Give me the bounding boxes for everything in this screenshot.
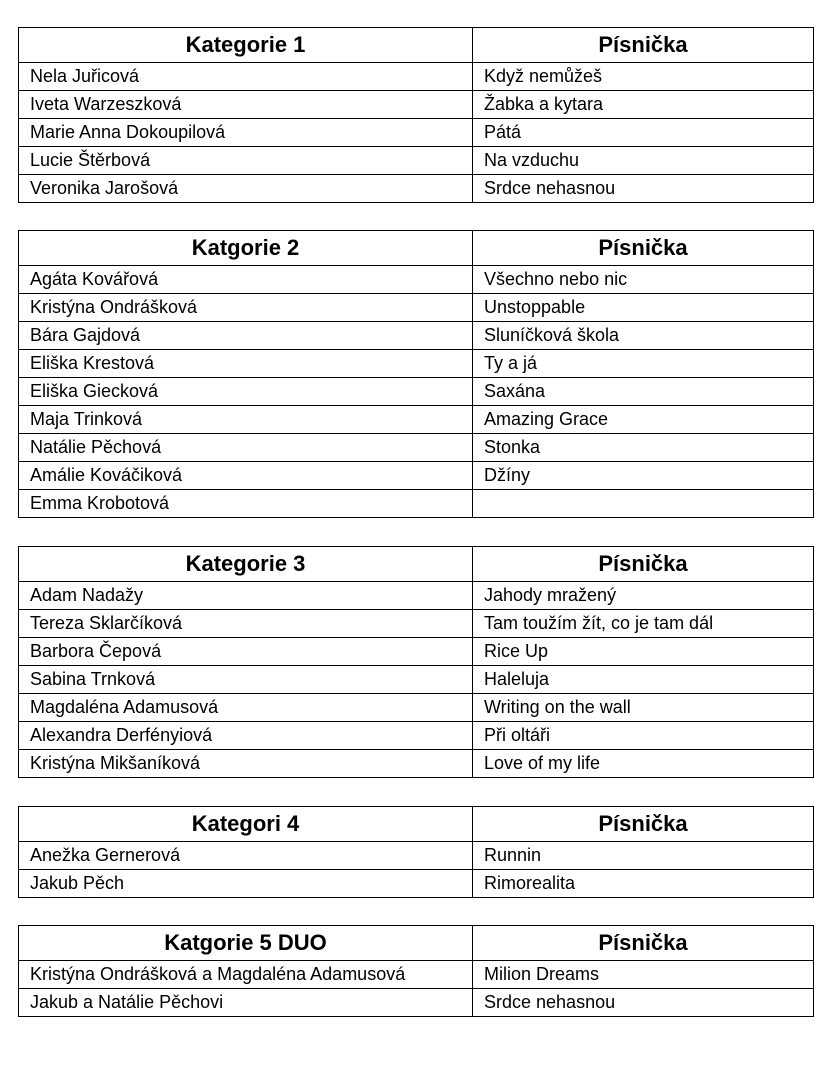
song-title: Všechno nebo nic: [473, 266, 814, 294]
song-title: Sluníčková škola: [473, 322, 814, 350]
song-column-header: Písnička: [473, 926, 814, 961]
song-column-header: Písnička: [473, 547, 814, 582]
table-row: [19, 961, 814, 989]
table-header-row: [19, 231, 814, 266]
category-title: Kategorie 3: [19, 547, 473, 582]
performer-name: Barbora Čepová: [19, 638, 473, 666]
table-row: [19, 322, 814, 350]
song-title: Srdce nehasnou: [473, 989, 814, 1017]
song-title: Džíny: [473, 462, 814, 490]
performer-name: Lucie Štěrbová: [19, 147, 473, 175]
table-row: [19, 870, 814, 898]
performer-name: Bára Gajdová: [19, 322, 473, 350]
table-row: [19, 490, 814, 518]
table-row: [19, 582, 814, 610]
performer-name: Kristýna Ondrášková: [19, 294, 473, 322]
table-row: [19, 666, 814, 694]
song-title: Když nemůžeš: [473, 63, 814, 91]
table-row: [19, 266, 814, 294]
performer-name: Tereza Sklarčíková: [19, 610, 473, 638]
song-title: Žabka a kytara: [473, 91, 814, 119]
category-table: [18, 806, 814, 898]
song-title: Srdce nehasnou: [473, 175, 814, 203]
table-row: [19, 610, 814, 638]
performer-name: Eliška Krestová: [19, 350, 473, 378]
performer-name: Sabina Trnková: [19, 666, 473, 694]
table-row: [19, 63, 814, 91]
table-row: [19, 406, 814, 434]
song-title: Ty a já: [473, 350, 814, 378]
category-table: [18, 546, 814, 778]
table-row: [19, 119, 814, 147]
song-title: Unstoppable: [473, 294, 814, 322]
category-title: Katgorie 2: [19, 231, 473, 266]
performer-name: Kristýna Ondrášková a Magdaléna Adamusová: [19, 961, 473, 989]
category-title: Kategori 4: [19, 807, 473, 842]
song-title: Pátá: [473, 119, 814, 147]
table-row: [19, 434, 814, 462]
performer-name: Nela Juřicová: [19, 63, 473, 91]
song-title: Runnin: [473, 842, 814, 870]
performer-name: Eliška Giecková: [19, 378, 473, 406]
table-row: [19, 147, 814, 175]
song-title: Milion Dreams: [473, 961, 814, 989]
category-table: [18, 925, 814, 1017]
category-title: Katgorie 5 DUO: [19, 926, 473, 961]
song-title: Rice Up: [473, 638, 814, 666]
performer-name: Agáta Kovářová: [19, 266, 473, 294]
category-tables: [18, 27, 813, 1017]
song-title: Saxána: [473, 378, 814, 406]
table-row: [19, 175, 814, 203]
performer-name: Veronika Jarošová: [19, 175, 473, 203]
performer-name: Alexandra Derfényiová: [19, 722, 473, 750]
song-title: [473, 490, 814, 518]
performer-name: Iveta Warzeszková: [19, 91, 473, 119]
song-title: Love of my life: [473, 750, 814, 778]
performer-name: Marie Anna Dokoupilová: [19, 119, 473, 147]
performer-name: Kristýna Mikšaníková: [19, 750, 473, 778]
category-table: [18, 27, 814, 203]
performer-name: Natálie Pěchová: [19, 434, 473, 462]
performer-name: Adam Nadažy: [19, 582, 473, 610]
performer-name: Magdaléna Adamusová: [19, 694, 473, 722]
table-row: [19, 638, 814, 666]
table-header-row: [19, 807, 814, 842]
table-row: [19, 989, 814, 1017]
table-row: [19, 750, 814, 778]
table-row: [19, 350, 814, 378]
song-title: Jahody mražený: [473, 582, 814, 610]
performer-name: Anežka Gernerová: [19, 842, 473, 870]
song-title: Při oltáři: [473, 722, 814, 750]
song-column-header: Písnička: [473, 231, 814, 266]
category-table: [18, 230, 814, 518]
song-title: Stonka: [473, 434, 814, 462]
song-title: Tam toužím žít, co je tam dál: [473, 610, 814, 638]
song-title: Writing on the wall: [473, 694, 814, 722]
table-row: [19, 842, 814, 870]
table-row: [19, 462, 814, 490]
song-title: Amazing Grace: [473, 406, 814, 434]
table-header-row: [19, 28, 814, 63]
table-row: [19, 294, 814, 322]
table-header-row: [19, 547, 814, 582]
category-title: Kategorie 1: [19, 28, 473, 63]
performer-name: Maja Trinková: [19, 406, 473, 434]
table-row: [19, 378, 814, 406]
table-row: [19, 91, 814, 119]
table-header-row: [19, 926, 814, 961]
song-title: Haleluja: [473, 666, 814, 694]
performer-name: Amálie Kováčiková: [19, 462, 473, 490]
song-title: Rimorealita: [473, 870, 814, 898]
table-row: [19, 722, 814, 750]
performer-name: Emma Krobotová: [19, 490, 473, 518]
song-column-header: Písnička: [473, 28, 814, 63]
song-column-header: Písnička: [473, 807, 814, 842]
performer-name: Jakub Pěch: [19, 870, 473, 898]
table-row: [19, 694, 814, 722]
performer-name: Jakub a Natálie Pěchovi: [19, 989, 473, 1017]
song-title: Na vzduchu: [473, 147, 814, 175]
